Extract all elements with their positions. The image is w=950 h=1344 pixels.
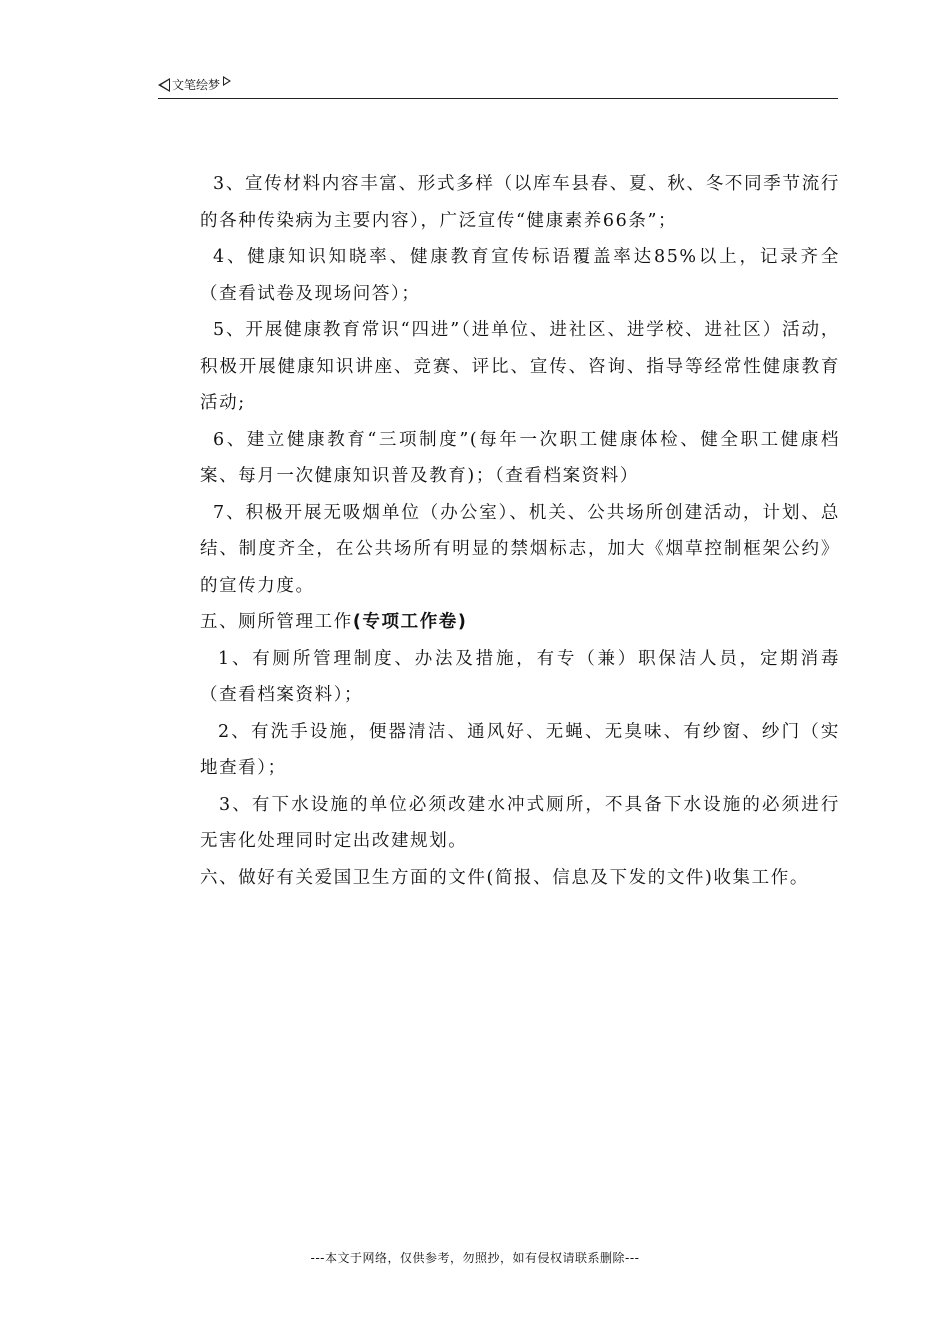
document-body (200, 166, 840, 896)
section-5-heading (200, 604, 840, 641)
section-5-title-bold: (专项工作卷) (352, 612, 468, 632)
triangle-left-icon (158, 78, 170, 92)
section-5-title: 五、厕所管理工作 (200, 612, 353, 632)
paragraph-item-4: 4、健康知识知晓率、健康教育宣传标语覆盖率达85%以上，记录齐全（查看试卷及现场问答）； (200, 247, 840, 304)
section-6-heading: 六、做好有关爱国卫生方面的文件(简报、信息及下发的文件)收集工作。 (200, 867, 809, 888)
page-footer: ---本文于网络，仅供参考，勿照抄，如有侵权请联系删除--- (310, 1251, 640, 1265)
header-logo-text: 文笔绘梦 (172, 78, 221, 92)
page-header (158, 74, 838, 99)
paragraph-item-3: 3、宣传材料内容丰富、形式多样（以库车县春、夏、秋、冬不同季节流行的各种传染病为主要内容），广泛宣传“健康素养66条”； (200, 174, 840, 231)
section-5-item-2: 2、有洗手设施，便器清洁、通风好、无蝇、无臭味、有纱窗、纱门（实地查看）； (200, 721, 840, 778)
header-logo (158, 76, 231, 93)
triangle-right-icon (223, 76, 231, 86)
paragraph-item-7: 7、积极开展无吸烟单位（办公室）、机关、公共场所创建活动，计划、总结、制度齐全，在公共场所有明显的禁烟标志，加大《烟草控制框架公约》的宣传力度。 (200, 502, 840, 596)
section-5-item-3: 3、有下水设施的单位必须改建水冲式厕所，不具备下水设施的必须进行无害化处理同时定出改建规划。 (200, 794, 840, 851)
paragraph-item-5: 5、开展健康教育常识“四进”（进单位、进社区、进学校、进社区）活动，积极开展健康知识讲座、竞赛、评比、宣传、咨询、指导等经常性健康教育活动; (200, 320, 840, 413)
paragraph-item-6: 6、建立健康教育“三项制度”(每年一次职工健康体检、健全职工健康档案、每月一次健康知识普及教育)；（查看档案资料） (200, 429, 840, 486)
section-5-item-1: 1、有厕所管理制度、办法及措施，有专（兼）职保洁人员，定期消毒（查看档案资料）； (200, 648, 840, 705)
